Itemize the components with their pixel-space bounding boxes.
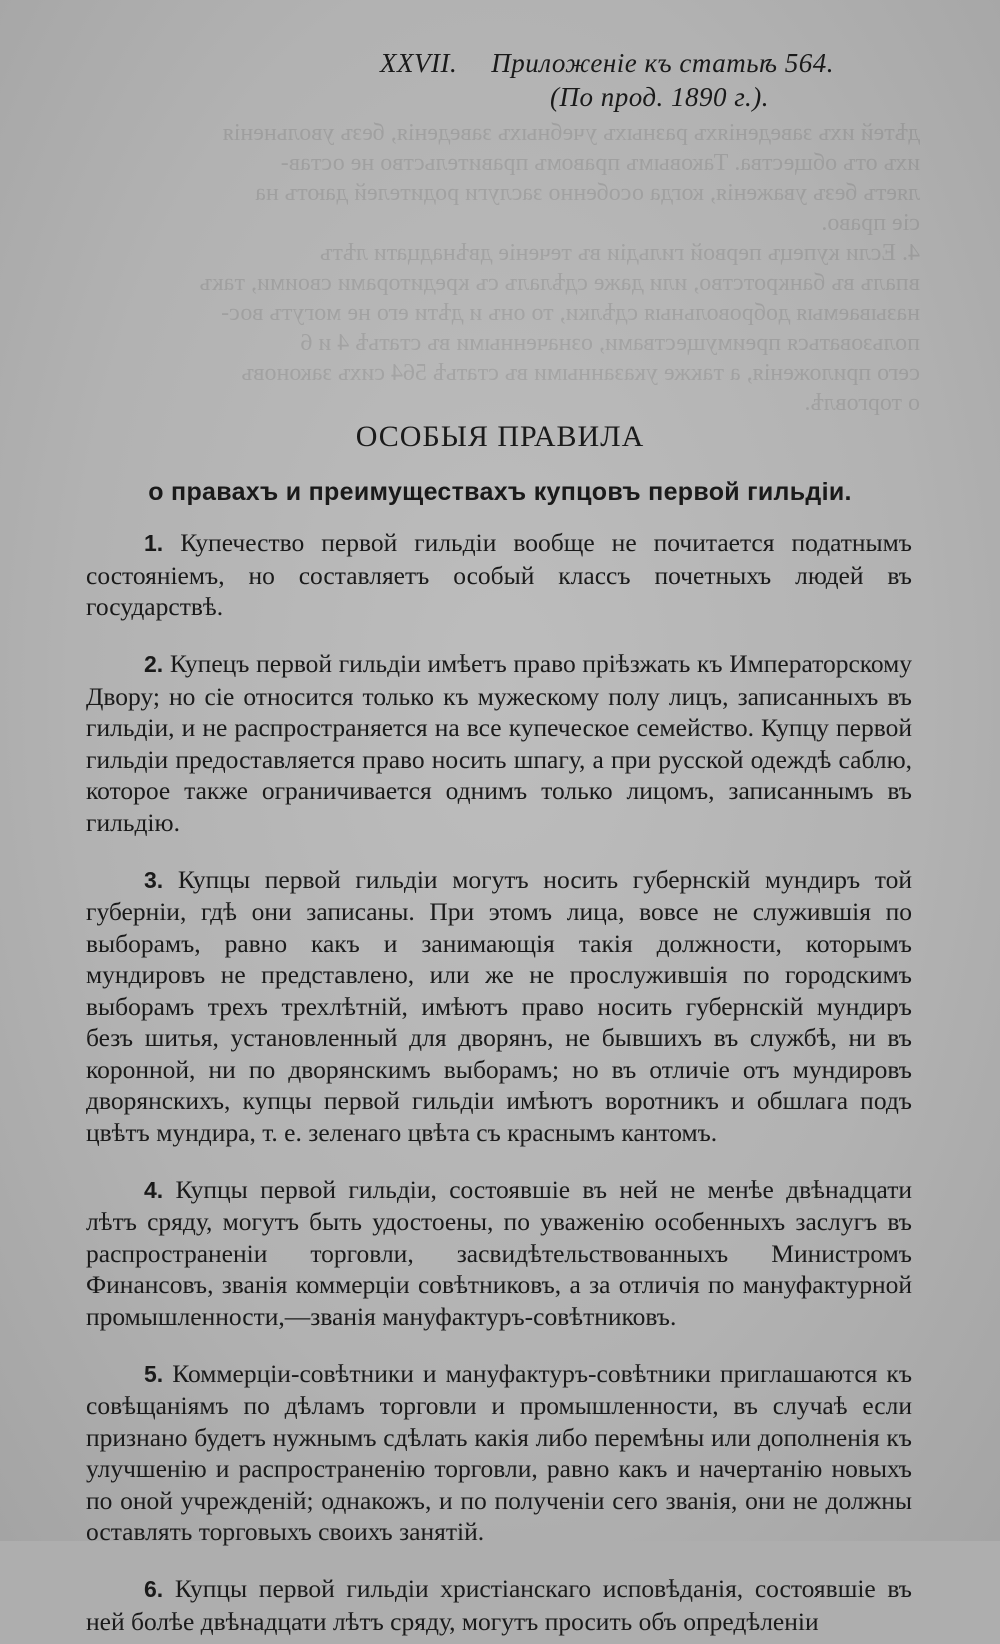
paragraph-1	[86, 527, 912, 623]
paragraph-text: Купецъ первой гильдiи имѣетъ право прiѣзжать къ Императорскому Двору; но сiе относится только къ мужескому полу лицъ, записанныхъ въ гильдiи, и не распространяется на все купеческое семейство. Купцу первой гильдiи предоставляется право носить шпагу, а при русской одеждѣ саблю, которое также ограничивается однимъ только лицомъ, записаннымъ въ гильдiю.	[86, 649, 913, 837]
paragraph-5	[86, 1358, 912, 1548]
paragraph-number: 5.	[144, 1360, 164, 1387]
bleed-through-line: о торговлѣ.	[804, 390, 920, 416]
bleed-through-text	[90, 118, 920, 418]
paragraph-text: Купцы первой гильдiи могутъ носить губернскiй мундиръ той губернiи, гдѣ они записаны. При этомъ лица, вовсе не служившiя по выборамъ, равно какъ и занимающiя такiя должности, которымъ мундировъ не представлено, или же не прослужившiя по городскимъ выборамъ трехъ трехлѣтнiй, имѣютъ право носить губернскiй мундиръ безъ шитья, установленный для дворянъ, не бывшихъ въ службѣ, ни въ коронной, ни по дворянскимъ выборамъ; но въ отличiе отъ мундировъ дворянскихъ, купцы первой гильдiи имѣютъ воротникъ и обшлага подъ цвѣтъ мундира, т. е. зеленаго цвѣта съ краснымъ кантомъ.	[86, 864, 912, 1147]
document-body	[86, 527, 912, 1644]
document-title: ОСОБЫЯ ПРАВИЛА	[355, 420, 645, 453]
bleed-through-line: сего приложенiя, а также указанными въ статьѣ 564 сихъ законовъ	[241, 360, 920, 386]
document-subtitle: о правахъ и преимуществахъ купцовъ первой гильдiи.	[148, 478, 852, 506]
paragraph-text: Коммерцiи-совѣтники и мануфактуръ-совѣтники приглашаются къ совѣщанiямъ по дѣламъ торговли и промышленности, въ случаѣ если признано будетъ нужнымъ сдѣлать какiя либо перемѣны или дополненiя къ улучшенiю и распространенiю торговли, равно какъ и начертанiю новыхъ по оной учрежденiй; однакожъ, и по полученiи сего званiя, они не должны оставлять торговыхъ своихъ занятiй.	[86, 1358, 913, 1546]
paragraph-number: 4.	[144, 1176, 164, 1203]
paragraph-4	[86, 1174, 912, 1333]
paragraph-text: Купцы первой гильдiи христiанскаго исповѣданiя, состоявшiе въ ней болѣе двѣнадцати лѣтъ сряду, могутъ просить объ опредѣленiи	[86, 1574, 912, 1636]
bleed-through-line: впалъ въ банкротство, или даже сдѣлалъ съ кредиторами своими, такъ	[199, 270, 920, 296]
paragraph-number: 2.	[144, 651, 164, 677]
paragraph-6	[86, 1573, 912, 1637]
appendix-source: (По прод. 1890 г.).	[550, 82, 769, 112]
bleed-through-line: ляетъ безъ уваженiя, когда особенно заслуги родителей даютъ на	[255, 180, 920, 206]
paragraph-text: Купцы первой гильдiи, состоявшiе въ ней не менѣе двѣнадцати лѣтъ сряду, могутъ быть удостоены, по уваженiю особенныхъ заслугъ въ распространенiи торговли, засвидѣтельствованныхъ Министромъ Финансовъ, званiя коммерцiи совѣтниковъ, а за отличiя по мануфактурной промышленности,—званiя мануфактуръ-совѣтниковъ.	[86, 1174, 912, 1331]
paragraph-number: 6.	[144, 1576, 164, 1602]
bleed-through-line: 4. Если купецъ первой гильдiи въ теченiе двѣнадцати лѣтъ	[319, 240, 920, 266]
paragraph-2	[86, 648, 912, 838]
paragraph-3	[86, 864, 912, 1149]
bleed-through-line: пользоваться преимуществами, означенными въ статьѣ 4 и 6	[300, 330, 920, 356]
bleed-through-line: ихъ отъ общества. Таковымъ правомъ правительство не остав-	[280, 150, 920, 176]
paragraph-text: Купечество первой гильдiи вообще не почитается податнымъ состоянiемъ, но составляетъ особый классъ почетныхъ людей въ государствѣ.	[86, 528, 912, 621]
paragraph-number: 1.	[144, 530, 164, 556]
bleed-through-line: сiе право.	[821, 210, 920, 236]
page-header	[380, 46, 850, 114]
bleed-through-line: дѣтей ихъ заведенiяхъ разныхъ учебныхъ заведенiя, безъ увольненiя	[222, 120, 920, 146]
paragraph-number: 3.	[144, 866, 164, 893]
bleed-through-line: называемыя добровольныя сдѣлки, то онъ и дѣти его не могутъ вос-	[221, 300, 920, 326]
appendix-title: Приложенiе къ статьѣ 564.	[491, 48, 835, 78]
appendix-number: XXVII.	[380, 48, 458, 78]
